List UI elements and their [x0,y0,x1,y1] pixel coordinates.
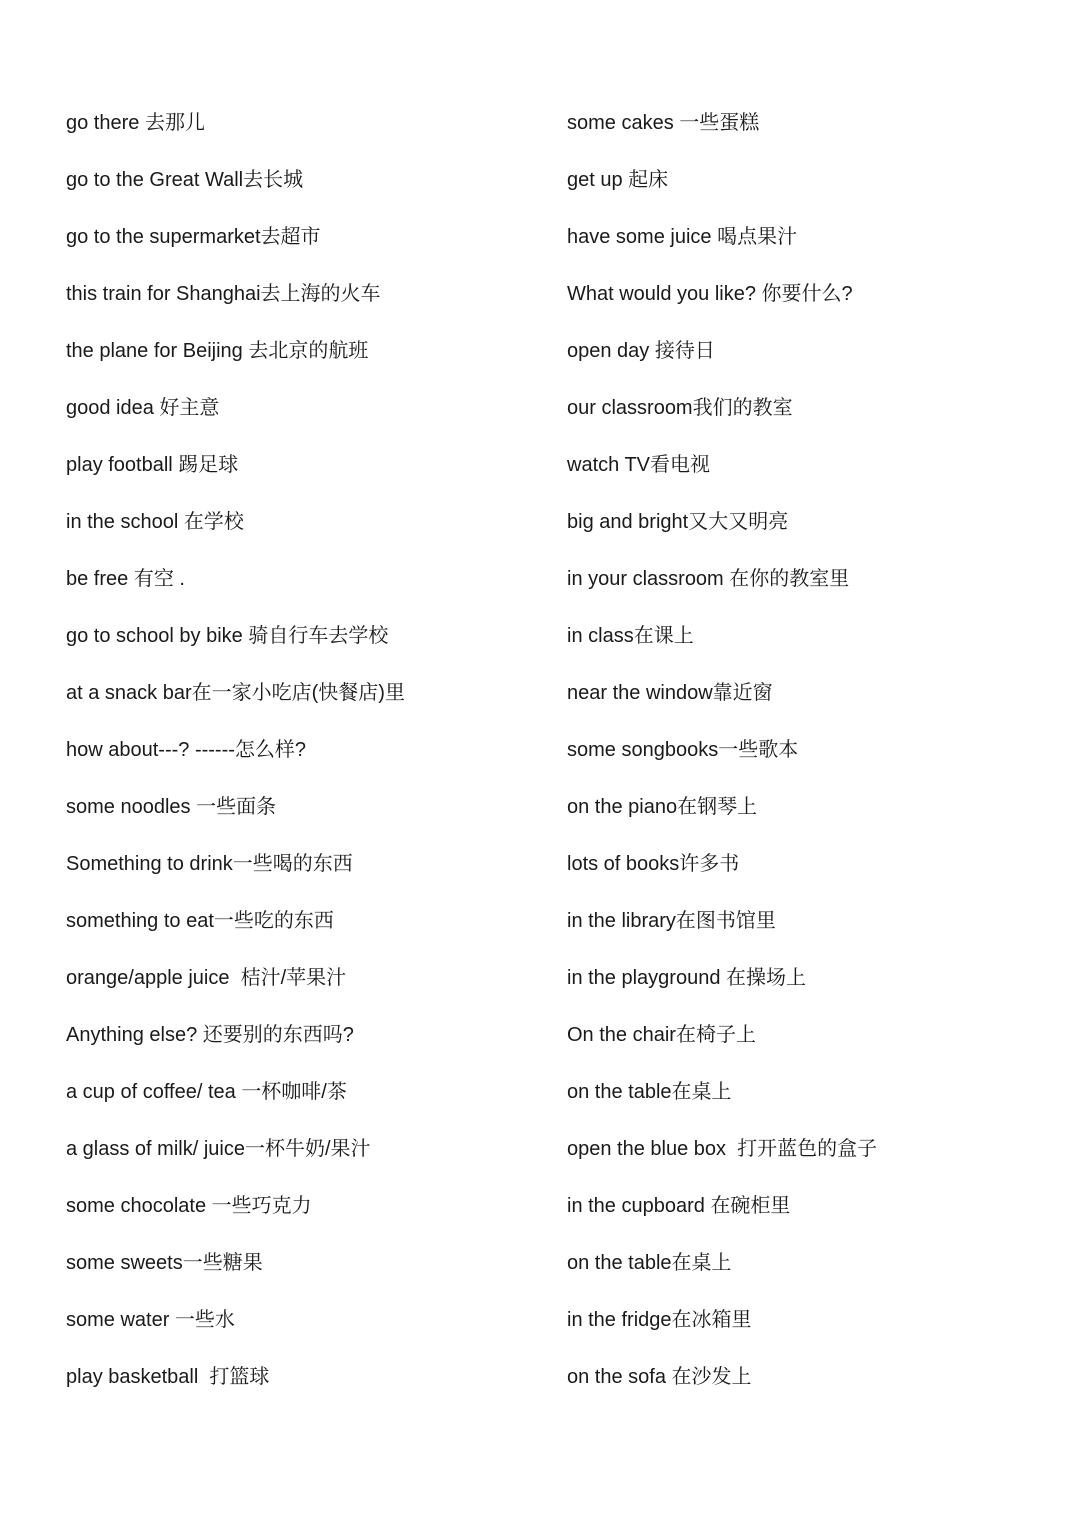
right-phrase-column [567,104,1037,1415]
phrase-entry: play basketball 打篮球 [66,1366,270,1388]
phrase-entry: good idea 好主意 [66,397,220,419]
phrase-entry: Something to drink一些喝的东西 [66,853,353,875]
phrase-entry: at a snack bar在一家小吃店(快餐店)里 [66,682,405,704]
phrase-entry: What would you like? 你要什么? [567,283,853,305]
phrase-entry: get up 起床 [567,169,669,191]
phrase-entry: open the blue box 打开蓝色的盒子 [567,1138,878,1160]
phrase-entry: watch TV看电视 [567,454,710,476]
phrase-entry: open day 接待日 [567,340,715,362]
phrase-entry: Anything else? 还要别的东西吗? [66,1024,354,1046]
phrase-entry: lots of books许多书 [567,853,740,875]
phrase-entry: On the chair在椅子上 [567,1024,756,1046]
phrase-entry: in the cupboard 在碗柜里 [567,1195,791,1217]
phrase-entry: in the library在图书馆里 [567,910,776,932]
phrase-entry: orange/apple juice 桔汁/苹果汁 [66,967,347,989]
phrase-entry: some water 一些水 [66,1309,235,1331]
phrase-entry: some sweets一些糖果 [66,1252,263,1274]
phrase-entry: some noodles 一些面条 [66,796,277,818]
phrase-entry: on the sofa 在沙发上 [567,1366,752,1388]
phrase-entry: go to the supermarket去超市 [66,226,321,248]
phrase-entry: play football 踢足球 [66,454,239,476]
phrase-entry: some songbooks一些歌本 [567,739,799,761]
phrase-entry: the plane for Beijing 去北京的航班 [66,340,369,362]
phrase-entry: have some juice 喝点果汁 [567,226,798,248]
phrase-entry: go to the Great Wall去长城 [66,169,304,191]
phrase-entry: our classroom我们的教室 [567,397,793,419]
phrase-entry: a glass of milk/ juice一杯牛奶/果汁 [66,1138,371,1160]
phrase-entry: on the piano在钢琴上 [567,796,758,818]
phrase-entry: a cup of coffee/ tea 一杯咖啡/茶 [66,1081,347,1103]
phrase-entry: go there 去那儿 [66,112,205,134]
phrase-entry: in the playground 在操场上 [567,967,807,989]
phrase-entry: in the fridge在冰箱里 [567,1309,752,1331]
left-phrase-column [66,104,536,1415]
phrase-entry: how about---? ------怎么样? [66,739,307,761]
phrase-entry: something to eat一些吃的东西 [66,910,334,932]
phrase-entry: on the table在桌上 [567,1081,732,1103]
phrase-entry: near the window靠近窗 [567,682,773,704]
phrase-entry: in your classroom 在你的教室里 [567,568,850,590]
phrase-entry: go to school by bike 骑自行车去学校 [66,625,389,647]
phrase-entry: in class在课上 [567,625,694,647]
phrase-entry: be free 有空 . [66,568,185,590]
phrase-entry: some chocolate 一些巧克力 [66,1195,312,1217]
phrase-entry: on the table在桌上 [567,1252,732,1274]
phrase-entry: in the school 在学校 [66,511,244,533]
phrase-entry: big and bright又大又明亮 [567,511,789,533]
phrase-entry: this train for Shanghai去上海的火车 [66,283,381,305]
phrase-entry: some cakes 一些蛋糕 [567,112,760,134]
